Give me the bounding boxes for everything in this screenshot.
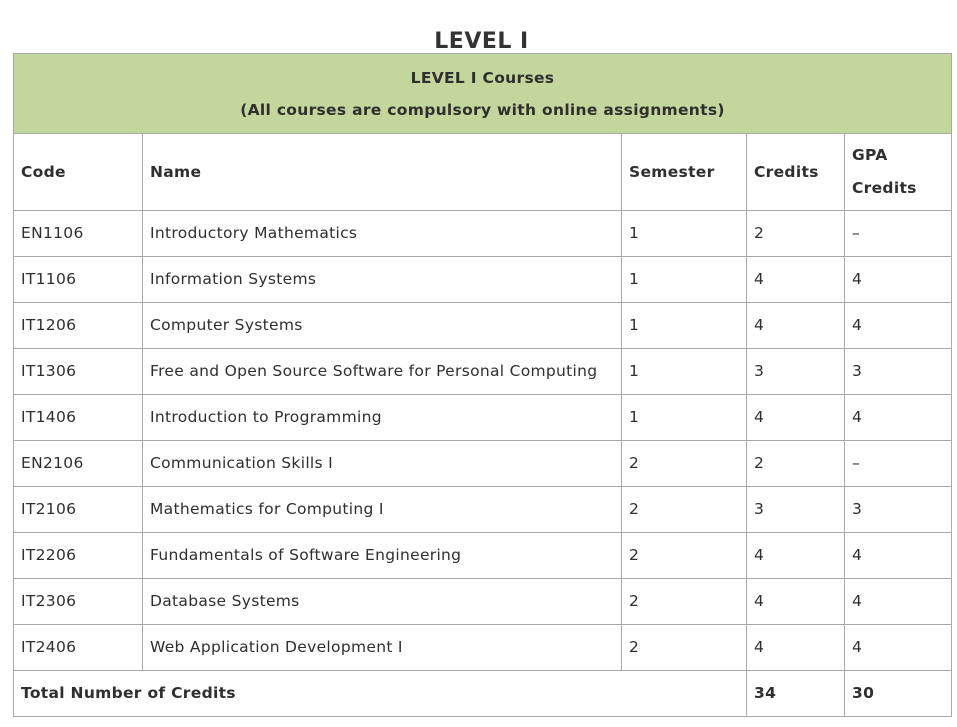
cell-name: Introduction to Programming [143, 395, 622, 441]
header-semester: Semester [622, 134, 747, 211]
cell-credits: 4 [747, 533, 845, 579]
cell-code: IT1106 [14, 257, 143, 303]
table-row [14, 625, 952, 671]
cell-semester: 2 [622, 625, 747, 671]
header-gpa-credits [845, 134, 952, 211]
cell-semester: 1 [622, 303, 747, 349]
table-banner-row [14, 54, 952, 134]
cell-semester: 1 [622, 395, 747, 441]
cell-gpa: – [845, 441, 952, 487]
table-row [14, 441, 952, 487]
cell-code: IT1406 [14, 395, 143, 441]
cell-gpa: 4 [845, 579, 952, 625]
table-row [14, 349, 952, 395]
cell-credits: 4 [747, 625, 845, 671]
cell-name: Information Systems [143, 257, 622, 303]
cell-semester: 1 [622, 257, 747, 303]
cell-semester: 2 [622, 487, 747, 533]
table-row [14, 395, 952, 441]
cell-code: IT1206 [14, 303, 143, 349]
table-row [14, 303, 952, 349]
banner-subtitle: (All courses are compulsory with online assignments) [240, 100, 725, 119]
table-row [14, 533, 952, 579]
cell-credits: 4 [747, 303, 845, 349]
table-total-row [14, 671, 952, 717]
cell-code: IT2306 [14, 579, 143, 625]
cell-gpa: 4 [845, 625, 952, 671]
table-row [14, 257, 952, 303]
cell-credits: 4 [747, 395, 845, 441]
header-code: Code [14, 134, 143, 211]
cell-gpa: 3 [845, 487, 952, 533]
table-row [14, 579, 952, 625]
cell-code: EN2106 [14, 441, 143, 487]
cell-gpa: 3 [845, 349, 952, 395]
cell-name: Fundamentals of Software Engineering [143, 533, 622, 579]
cell-code: IT2406 [14, 625, 143, 671]
cell-semester: 2 [622, 579, 747, 625]
courses-table [13, 53, 952, 717]
cell-credits: 4 [747, 257, 845, 303]
cell-credits: 3 [747, 349, 845, 395]
table-row [14, 211, 952, 257]
cell-name: Communication Skills I [143, 441, 622, 487]
total-gpa: 30 [845, 671, 952, 717]
table-header-row [14, 134, 952, 211]
cell-semester: 2 [622, 533, 747, 579]
cell-code: IT2206 [14, 533, 143, 579]
cell-gpa: 4 [845, 257, 952, 303]
cell-name: Web Application Development I [143, 625, 622, 671]
table-banner [14, 54, 952, 134]
table-row [14, 487, 952, 533]
cell-name: Database Systems [143, 579, 622, 625]
cell-credits: 2 [747, 211, 845, 257]
cell-name: Computer Systems [143, 303, 622, 349]
cell-credits: 4 [747, 579, 845, 625]
banner-title: LEVEL I Courses [410, 68, 555, 87]
cell-name: Mathematics for Computing I [143, 487, 622, 533]
header-name: Name [143, 134, 622, 211]
total-label: Total Number of Credits [14, 671, 747, 717]
total-credits: 34 [747, 671, 845, 717]
cell-gpa: 4 [845, 533, 952, 579]
cell-credits: 3 [747, 487, 845, 533]
cell-code: IT1306 [14, 349, 143, 395]
cell-gpa: 4 [845, 395, 952, 441]
cell-semester: 2 [622, 441, 747, 487]
header-credits: Credits [747, 134, 845, 211]
cell-code: IT2106 [14, 487, 143, 533]
cell-credits: 2 [747, 441, 845, 487]
header-gpa-line2: Credits [852, 179, 917, 197]
cell-name: Introductory Mathematics [143, 211, 622, 257]
cell-name: Free and Open Source Software for Personal Computing [143, 349, 622, 395]
cell-gpa: – [845, 211, 952, 257]
cell-semester: 1 [622, 349, 747, 395]
header-gpa-line1: GPA [852, 146, 888, 164]
page-title: LEVEL I [434, 28, 529, 54]
cell-semester: 1 [622, 211, 747, 257]
cell-gpa: 4 [845, 303, 952, 349]
cell-code: EN1106 [14, 211, 143, 257]
